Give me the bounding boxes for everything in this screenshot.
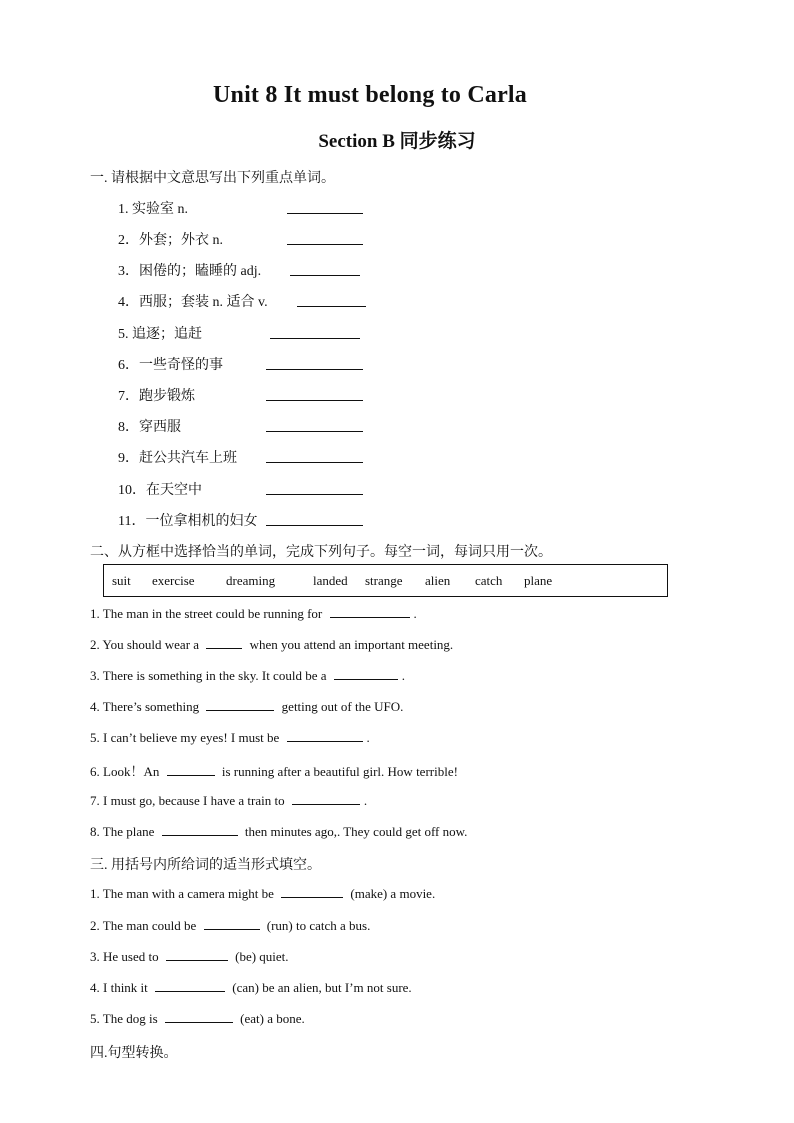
word-bank-word: strange xyxy=(365,573,403,588)
exercise-sentence xyxy=(90,917,370,935)
answer-blank[interactable] xyxy=(266,400,363,401)
sentence-text: 3. There is something in the sky. It could be a xyxy=(90,668,330,683)
exercise-sentence xyxy=(90,885,435,903)
exercise-sentence xyxy=(90,605,417,623)
answer-blank[interactable] xyxy=(287,213,363,214)
vocab-item-text: 10．在天空中 xyxy=(118,483,202,498)
sentence-text: . xyxy=(401,668,405,683)
vocab-item-text: 11．一位拿相机的妇女 xyxy=(118,514,258,529)
part2-heading: 二、从方框中选择恰当的单词，完成下列句子。每空一词，每词只用一次。 xyxy=(90,545,552,560)
sentence-text: 5. The dog is xyxy=(90,1011,161,1026)
vocab-item-text: 9．赶公共汽车上班 xyxy=(118,451,237,466)
sentence-text: . xyxy=(413,606,417,621)
answer-blank[interactable] xyxy=(297,306,366,307)
sentence-text: 5. I can’t believe my eyes! I must be xyxy=(90,730,283,745)
word-bank-word: dreaming xyxy=(226,573,276,588)
vocab-item xyxy=(118,198,418,218)
answer-blank[interactable] xyxy=(266,431,363,432)
sentence-text: . xyxy=(366,730,370,745)
answer-blank[interactable] xyxy=(266,525,363,526)
sentence-text: 1. The man with a camera might be xyxy=(90,886,278,901)
exercise-sentence xyxy=(90,667,405,685)
answer-blank[interactable] xyxy=(287,244,363,245)
answer-blank[interactable] xyxy=(266,462,363,463)
answer-blank[interactable] xyxy=(281,885,343,898)
exercise-sentence xyxy=(90,761,458,779)
part4-heading: 四.句型转换。 xyxy=(90,1046,178,1061)
sentence-text: . xyxy=(363,793,368,808)
sentence-text: is running after a beautiful girl. How terrible! xyxy=(218,764,458,779)
vocab-item xyxy=(118,291,418,311)
word-bank-word: exercise xyxy=(152,573,195,588)
vocab-item xyxy=(118,510,418,530)
word-bank-word: catch xyxy=(475,573,503,588)
sentence-text: 2. You should wear a xyxy=(90,637,203,652)
exercise-sentence xyxy=(90,698,403,716)
sentence-text: getting out of the UFO. xyxy=(278,699,404,714)
answer-blank[interactable] xyxy=(287,729,363,742)
part3-heading: 三. 用括号内所给词的适当形式填空。 xyxy=(90,858,321,873)
sentence-text: 3. He used to xyxy=(90,949,162,964)
answer-blank[interactable] xyxy=(206,698,274,711)
word-bank-word: alien xyxy=(425,573,451,588)
sentence-text: (make) a movie. xyxy=(347,886,436,901)
vocab-item-text: 2．外套；外衣 n. xyxy=(118,233,223,248)
answer-blank[interactable] xyxy=(166,948,228,961)
sentence-text: 6. Look！An xyxy=(90,764,163,779)
answer-blank[interactable] xyxy=(270,338,360,339)
vocab-item xyxy=(118,354,418,374)
answer-blank[interactable] xyxy=(165,1010,233,1023)
exercise-sentence xyxy=(90,1010,305,1028)
sentence-text: (run) to catch a bus. xyxy=(263,918,371,933)
vocab-item xyxy=(118,260,418,280)
exercise-sentence xyxy=(90,636,453,654)
page-subtitle: Section B 同步练习 xyxy=(318,131,476,152)
word-bank-word: landed xyxy=(313,573,348,588)
vocab-item-text: 4．西服；套装 n. 适合 v. xyxy=(118,295,268,310)
exercise-sentence xyxy=(90,729,370,747)
vocab-item-text: 1. 实验室 n. xyxy=(118,202,188,217)
word-bank-word: suit xyxy=(112,573,131,588)
answer-blank[interactable] xyxy=(204,917,260,930)
exercise-sentence xyxy=(90,823,467,841)
word-bank-word: plane xyxy=(524,573,553,588)
answer-blank[interactable] xyxy=(162,823,238,836)
answer-blank[interactable] xyxy=(292,792,360,805)
answer-blank[interactable] xyxy=(330,605,410,618)
sentence-text: 2. The man could be xyxy=(90,918,200,933)
vocab-item xyxy=(118,447,418,467)
vocab-item xyxy=(118,416,418,436)
answer-blank[interactable] xyxy=(266,369,363,370)
page-title: Unit 8 It must belong to Carla xyxy=(212,82,527,108)
vocab-item-text: 6．一些奇怪的事 xyxy=(118,358,223,373)
sentence-text: 7. I must go, because I have a train to xyxy=(90,793,288,808)
sentence-text: 4. There’s something xyxy=(90,699,203,714)
answer-blank[interactable] xyxy=(155,979,225,992)
vocab-item xyxy=(118,323,418,343)
answer-blank[interactable] xyxy=(334,667,398,680)
vocab-item-text: 3．困倦的；瞌睡的 adj. xyxy=(118,264,262,279)
vocab-item xyxy=(118,385,418,405)
vocab-item-text: 8．穿西服 xyxy=(118,420,181,435)
part1-heading: 一. 请根据中文意思写出下列重点单词。 xyxy=(90,171,335,186)
sentence-text: 4. I think it xyxy=(90,980,152,995)
word-bank-box xyxy=(103,564,668,597)
sentence-text: (eat) a bone. xyxy=(236,1011,305,1026)
sentence-text: 1. The man in the street could be running for xyxy=(90,606,326,621)
sentence-text: (can) be an alien, but I’m not sure. xyxy=(229,980,412,995)
sentence-text: when you attend an important meeting. xyxy=(246,637,454,652)
answer-blank[interactable] xyxy=(266,494,363,495)
exercise-sentence xyxy=(90,792,367,810)
answer-blank[interactable] xyxy=(290,275,360,276)
vocab-item-text: 5. 追逐；追赶 xyxy=(118,327,202,342)
sentence-text: then minutes ago,. They could get off now. xyxy=(241,824,468,839)
sentence-text: (be) quiet. xyxy=(231,949,289,964)
exercise-sentence xyxy=(90,979,412,997)
vocab-item xyxy=(118,229,418,249)
vocab-item-text: 7．跑步锻炼 xyxy=(118,389,195,404)
answer-blank[interactable] xyxy=(167,763,215,776)
vocab-item xyxy=(118,479,418,499)
answer-blank[interactable] xyxy=(206,636,242,649)
sentence-text: 8. The plane xyxy=(90,824,158,839)
exercise-sentence xyxy=(90,948,289,966)
